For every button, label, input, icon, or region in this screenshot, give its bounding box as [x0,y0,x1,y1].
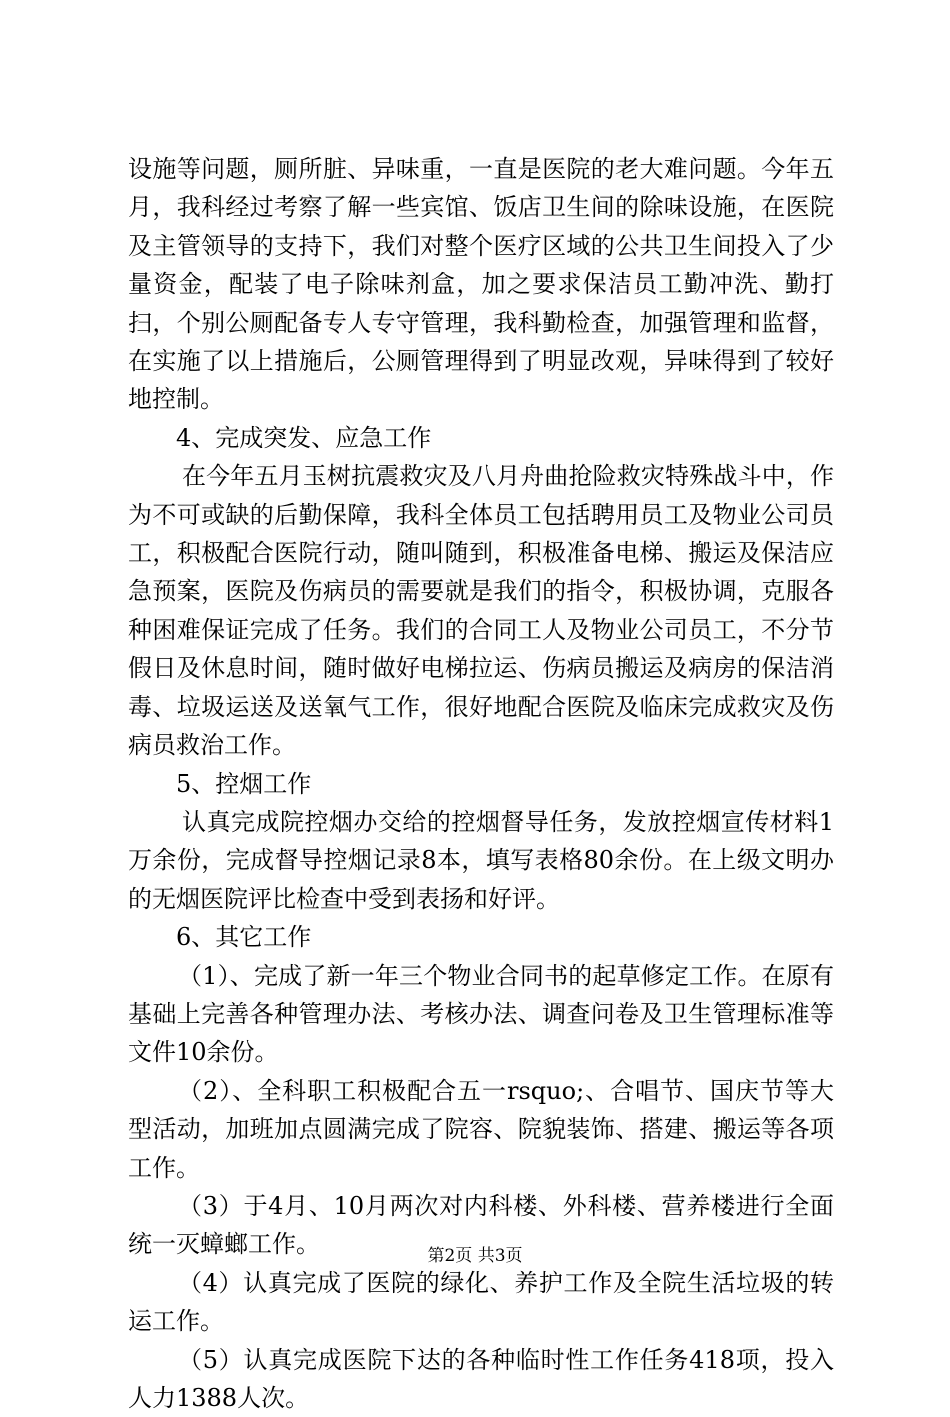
paragraph-other-item-1: （1）、完成了新一年三个物业合同书的起草修定工作。在原有基础上完善各种管理办法、考核办法、调查问卷及卫生管理标准等文件10余份。 [128,961,834,1067]
paragraph-other-item-2: （2）、全科职工积极配合五一rsquo;、合唱节、国庆节等大型活动，加班加点圆满完成了院容、院貌装饰、搭建、搬运等各项工作。 [128,1076,834,1182]
paragraph-smoking-control: 认真完成院控烟办交给的控烟督导任务，发放控烟宣传材料1万余份，完成督导控烟记录8本，填写表格80余份。在上级文明办的无烟医院评比检查中受到表扬和好评。 [128,807,834,913]
paragraph-toilet-management: 设施等问题，厕所脏、异味重，一直是医院的老大难问题。今年五月，我科经过考察了解一些宾馆、饭店卫生间的除味设施，在医院及主管领导的支持下，我们对整个医疗区域的公共卫生间投入了少量资金，配装了电子除味剂盒，加之要求保洁员工勤冲洗、勤打扫，个别公厕配备专人专守管理，我科勤检查，加强管理和监督，在实施了以上措施后，公厕管理得到了明显改观，异味得到了较好地控制。 [128,155,834,414]
paragraph-other-item-5: （5）认真完成医院下达的各种临时性工作任务418项，投入人力1388人次。 [128,1345,834,1412]
section-heading-other-work: 6、其它工作 [176,923,312,952]
document-body [128,150,834,1417]
paragraph-emergency-work: 在今年五月玉树抗震救灾及八月舟曲抢险救灾特殊战斗中，作为不可或缺的后勤保障，我科全体员工包括聘用员工及物业公司员工，积极配合医院行动，随叫随到，积极准备电梯、搬运及保洁应急预案，医院及伤病员的需要就是我们的指令，积极协调，克服各种困难保证完成了任务。我们的合同工人及物业公司员工，不分节假日及休息时间，随时做好电梯拉运、伤病员搬运及病房的保洁消毒、垃圾运送及送氧气工作，很好地配合医院及临床完成救灾及伤病员救治工作。 [128,462,834,760]
section-heading-emergency: 4、完成突发、应急工作 [176,423,432,452]
section-heading-smoking-control: 5、控烟工作 [176,769,312,798]
paragraph-other-item-4: （4）认真完成了医院的绿化、养护工作及全院生活垃圾的转运工作。 [128,1268,834,1336]
paragraph-other-item-3: （3）于4月、10月两次对内科楼、外科楼、营养楼进行全面统一灭蟑螂工作。 [128,1191,834,1259]
page-number-footer: 第2页 共3页 [427,1246,523,1266]
